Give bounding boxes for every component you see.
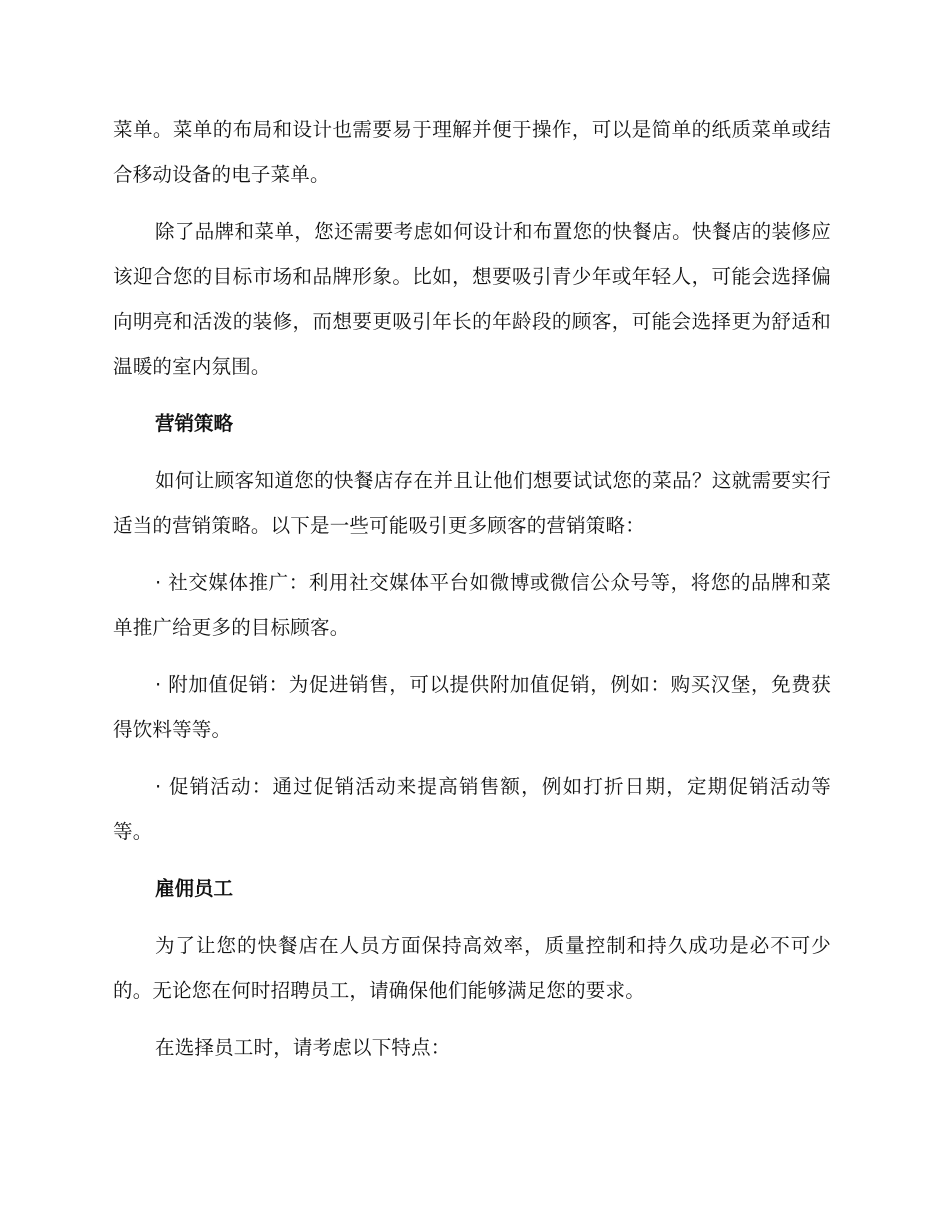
bullet-social-media: · 社交媒体推广：利用社交媒体平台如微博或微信公众号等，将您的品牌和菜单推广给更多的目标顾客。	[113, 571, 831, 639]
paragraph-decor: 除了品牌和菜单，您还需要考虑如何设计和布置您的快餐店。快餐店的装修应该迎合您的目标市场和品牌形象。比如，想要吸引青少年或年轻人，可能会选择偏向明亮和活泼的装修，而想要更吸引年长的年龄段的顾客，可能会选择更为舒适和温暖的室内氛围。	[113, 220, 831, 378]
heading-marketing: 营销策略	[155, 412, 234, 435]
document-page	[113, 107, 831, 1082]
bullet-value-add: · 附加值促销：为促进销售，可以提供附加值促销，例如：购买汉堡，免费获得饮料等等。	[113, 673, 831, 741]
bullet-promotion: · 促销活动：通过促销活动来提高销售额，例如打折日期，定期促销活动等等。	[113, 775, 831, 843]
paragraph-menu-end: 菜单。菜单的布局和设计也需要易于理解并便于操作，可以是简单的纸质菜单或结合移动设备的电子菜单。	[113, 118, 831, 186]
paragraph-staff-intro: 为了让您的快餐店在人员方面保持高效率，质量控制和持久成功是必不可少的。无论您在何时招聘员工，请确保他们能够满足您的要求。	[113, 934, 831, 1002]
heading-staff: 雇佣员工	[155, 877, 234, 900]
paragraph-staff-traits: 在选择员工时，请考虑以下特点：	[155, 1036, 451, 1059]
paragraph-marketing-intro: 如何让顾客知道您的快餐店存在并且让他们想要试试您的菜品？这就需要实行适当的营销策略。以下是一些可能吸引更多顾客的营销策略：	[113, 469, 831, 537]
